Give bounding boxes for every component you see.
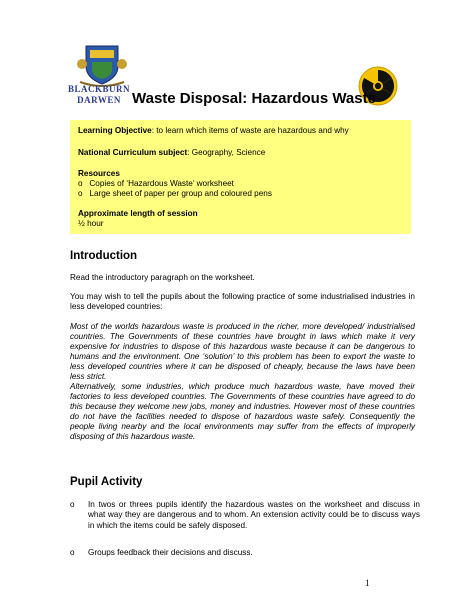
- curriculum-text: : Geography, Science: [187, 148, 266, 157]
- resource-text: Large sheet of paper per group and coloured pens: [89, 189, 272, 198]
- logo-text-line1: BLACKBURN: [68, 84, 131, 94]
- bullet-marker: o: [78, 179, 83, 188]
- resource-item: [78, 189, 272, 199]
- page-title: Waste Disposal: Hazardous Waste: [132, 90, 376, 107]
- objective-text: : to learn which items of waste are hazardous and why: [151, 126, 349, 135]
- logo-text-line2: DARWEN: [77, 95, 121, 105]
- resource-text: Copies of ‘Hazardous Waste’ worksheet: [89, 179, 234, 188]
- intro-paragraph-3: Most of the worlds hazardous waste is produced in the richer, more developed/ industrialised countries. The Governments of these countries have brought in laws which make it very expensive for industries to dispose of this hazardous waste because it can be dangerous to humans and the environment. One ‘solution’ to this problem has been to export the waste to less developed countries where it can be disposed of cheaply, because the laws have been less strict.: [70, 322, 415, 382]
- activity-list-item: [70, 548, 420, 560]
- intro-paragraph-4: Alternatively, some industries, which produce much hazardous waste, have moved their factories to less developed countries. The Governments of these countries have agreed to do this because they welcome new jobs, money and industries. However most of these countries do not have the facilities needed to dispose of hazardous waste safely. Consequently the people living nearby and the local environments may suffer from the effects of improperly disposing of this hazardous waste.: [70, 382, 415, 442]
- session-length-label: Approximate length of session: [78, 209, 198, 218]
- objective-label: Learning Objective: [78, 126, 152, 135]
- session-length-value: ½ hour: [78, 219, 104, 228]
- bullet-marker: o: [70, 548, 75, 557]
- intro-paragraph-1: Read the introductory paragraph on the worksheet.: [70, 273, 255, 282]
- pupil-activity-heading: Pupil Activity: [70, 476, 143, 488]
- learning-objective: [78, 126, 349, 136]
- resources-label: Resources: [78, 169, 120, 178]
- introduction-heading: Introduction: [70, 250, 138, 262]
- curriculum-subject: [78, 148, 265, 158]
- page-number: 1: [365, 578, 370, 588]
- intro-paragraph-2: You may wish to tell the pupils about the following practice of some industrialised industries in less developed countries:: [70, 292, 415, 312]
- activity-list-item: [70, 500, 420, 542]
- resource-item: [78, 179, 234, 189]
- activity-text: In twos or threes pupils identify the hazardous wastes on the worksheet and discuss in what way they are dangerous and to whom. An extension activity could be to discuss ways in which the items could be safely disposed.: [88, 500, 420, 530]
- bullet-marker: o: [70, 500, 75, 509]
- lesson-info-box: [70, 120, 411, 234]
- activity-text: Groups feedback their decisions and discuss.: [88, 548, 253, 557]
- bullet-marker: o: [78, 189, 83, 198]
- curriculum-label: National Curriculum subject: [78, 148, 188, 157]
